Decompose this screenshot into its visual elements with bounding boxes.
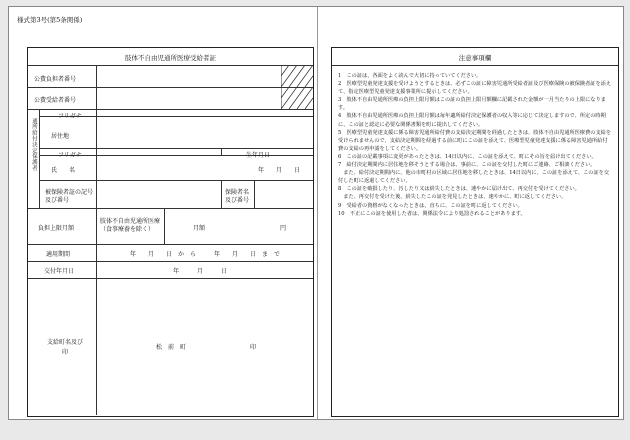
rule <box>28 109 313 110</box>
rule <box>28 87 313 88</box>
insured-symbol-label: 被保険者証の記号及び番号 <box>45 189 94 204</box>
furigana-label: フリガナ <box>58 113 82 120</box>
rule <box>254 180 255 208</box>
insurer-label: 保険者名及び番号 <box>225 189 250 204</box>
note-item: 2 医療型児童発達支援を受けようとするときは、必ずこの証に障害児通所受給者証及び医療保険の被保険者証を添えて、指定医療型児童発達支援事業所に提示してください。 <box>338 81 612 96</box>
issue-date-label: 交付年月日 <box>44 268 75 275</box>
rule <box>164 208 165 244</box>
guardian-section-label: 通所給付決定保護者 <box>31 118 37 172</box>
rule <box>28 208 313 209</box>
limit-description: 肢体不自由児通所医療（食事療養を除く） <box>100 218 161 233</box>
note-item: 6 この証の記載事項に変更があったときは、14日以内に、この証を添えて、町にその旨を届け出てください。 <box>338 153 597 160</box>
form-sheet <box>8 6 624 420</box>
rule <box>221 180 222 208</box>
certificate-title: 肢体不自由児通所医療受給者証 <box>125 54 216 62</box>
note-item: 5 医療型児童発達支援に係る障害児通所給付費の支給決定期間を経過したときは、肢体不自由児通所医療費の支給を受けられませんので、支給決定期間を経過する前に町にこの証を添えて、医療型児童発達支援に係る障害児通所給付費の支給の再申請をしてください。 <box>338 129 612 152</box>
note-item: 10 不正にこの証を使用した者は、関係法令により処罰されることがあります。 <box>338 210 526 217</box>
rule <box>28 278 313 279</box>
note-item: また、給付決定期間内に、他の市町村の区域に居住地を移したときは、14日以内に、この証を添えて、この証を交付した町に返還してください。 <box>338 170 610 185</box>
rule <box>28 261 313 262</box>
birthdate-label: 生年月日 <box>246 152 271 159</box>
note-item: また、再交付を受けた後、紛失したこの証を発見したときは、速やかに、町に返してください。 <box>338 194 567 201</box>
note-item: 1 この証は、各面をよく読んで大切に持っていてください。 <box>338 73 482 79</box>
rule <box>28 244 313 245</box>
note-item: 7 給付決定期間内に居住地を移そうとする場合は、事前に、この証を交付した町にご連絡、ご相談ください。 <box>338 162 596 169</box>
fold-line <box>317 7 318 419</box>
issue-date-value: 年 月 日 <box>173 268 228 275</box>
note-item: 3 肢体不自由児通所医療の負担上限月額はこの証の負担上限月額欄に記載された金額が一月当たりの上限になります。 <box>338 97 606 112</box>
certificate-panel <box>27 47 314 417</box>
birthdate-value: 年 月 日 <box>258 167 301 174</box>
rule <box>332 65 618 66</box>
rule <box>96 65 97 109</box>
limit-label: 負担上限月額 <box>38 225 75 232</box>
rule <box>39 148 313 149</box>
rule <box>28 65 313 66</box>
issuer-town: 松 前 町 <box>156 344 187 351</box>
period-label: 適用期間 <box>46 251 71 258</box>
issuer-label: 支給町名及び印 <box>46 339 83 356</box>
payer-number-label: 公費負担者番号 <box>34 76 77 83</box>
notes-list <box>338 72 612 218</box>
rule <box>96 109 97 415</box>
period-value: 年 月 日 か ら 年 月 日 ま で <box>130 251 281 258</box>
seal-mark: 印 <box>250 344 257 351</box>
rule <box>39 180 313 181</box>
name-label: 氏 名 <box>51 167 76 174</box>
note-item: 4 肢体不自由児通所医療の負担上限月額は毎年適所給付決定保護者の収入等に応じて決定しますので、所定の時期に、この証と認定に必要な関係書類を町に提出してください。 <box>338 113 606 128</box>
notes-panel <box>331 47 619 417</box>
note-item: 8 この証を破損したり、汚したり又は紛失したときは、速やかに届け出て、再交付を受けてください。 <box>338 186 580 193</box>
monthly-label: 月額 <box>193 225 206 232</box>
rule <box>221 148 222 155</box>
notes-title: 注意事項欄 <box>458 54 492 62</box>
note-item: 9 受給者の資格がなくなったときは、直ちに、この証を町に返してください。 <box>338 202 523 209</box>
form-id: 様式第3号(第5条関係) <box>17 16 83 24</box>
address-label: 居住地 <box>51 133 70 140</box>
furigana-label-2: フリガナ <box>58 152 82 159</box>
yen-label: 円 <box>280 225 287 232</box>
rule <box>39 109 40 208</box>
recipient-number-label: 公費受給者番号 <box>34 97 77 104</box>
hatched-area <box>281 65 313 109</box>
